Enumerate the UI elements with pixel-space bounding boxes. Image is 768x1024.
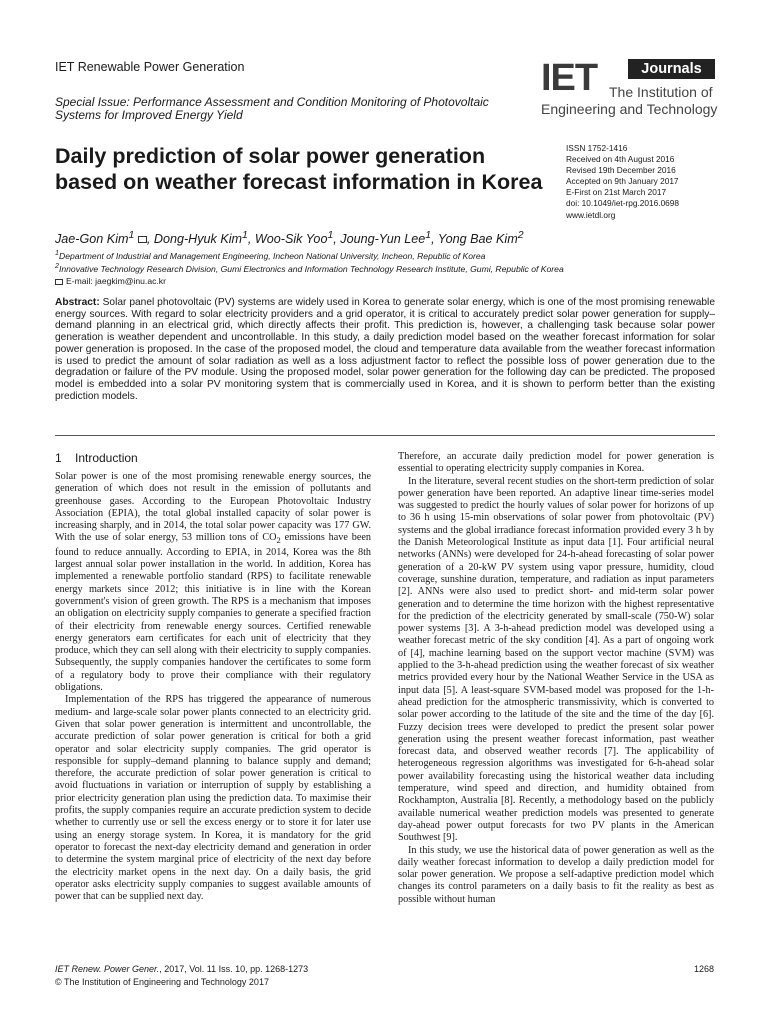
paragraph: In the literature, several recent studies on the short-term prediction of solar power generation have been reported. An adaptive linear time-series model was suggested to predict the hourly values of solar power for horizons of up to 36 h using 15-min observations of solar power from photovoltaic (PV) systems and the global irradiance forecast information provided every 3 h by the Danish Meteorological Institute as input data [1]. Four artificial neural networks (ANNs) were developed for 24-h-ahead forecasting of solar power generation of a 20-kW PV system using vapor pressure, humidity, cloud coverage, sunshine duration, temperature, and radiation as input parameters [2]. ANNs were also used to predict short- and mid-term solar power generation and to determine the time horizon with the highest representative for the prediction of the electricity generated by small-scale (750-W) solar power systems [3]. A 3-h-ahead prediction model was developed using a weather forecast metric of the sky condition [4]. As a part of ongoing work of [4], machine learning based on the support vector machine (SVM) was applied to the 3-h-ahead prediction using the weather forecast of six weather metrics provided every hour by the National Weather Service in the USA as input data [5]. A least-square SVM-based model was proposed for the 1-h-ahead prediction for the atmospheric transmissivity, which is converted to solar power according to the latitude of the site and the time of the day [6]. Fuzzy decision trees were developed to predict the present solar power generation using the present weather forecast information, past weather forecast data, and observed weather records [7]. The applicability of heterogeneous regression algorithms was investigated for 6-h-ahead solar power availability forecasting using the historical weather data including temperature, wind speed and direction, and humidity obtained from Rockhampton, Australia [8]. Recently, a methodology based on the publicly available numerical weather prediction models was presented to generate day-ahead power output forecasts for two PV plants in the American Southwest [9]. xyxy=(398,475,714,844)
header-divider xyxy=(55,435,715,436)
affiliation-2 xyxy=(55,262,564,274)
author-name: Yong Bae Kim xyxy=(437,232,518,247)
article-metadata xyxy=(566,143,679,221)
accepted-date: Accepted on 9th January 2017 xyxy=(566,176,679,187)
paragraph xyxy=(55,471,371,694)
affiliation-mark: 1 xyxy=(55,249,59,257)
author-affiliation-mark: 1 xyxy=(327,229,334,241)
footer-journal-abbrev: IET Renew. Power Gener. xyxy=(55,964,160,974)
logo-institution-line1: The Institution of xyxy=(609,84,713,100)
abstract-text: Solar panel photovoltaic (PV) systems are widely used in Korea to generate solar energy, which is one of the most promising renewable energy sources. With regard to solar electricity providers and a grid operator, it is critical to accurately predict solar power generation for supply–demand planning in an electrical grid, which directly affects their profit. This prediction is, however, a challenging task because solar power generation is weather dependent and uncontrollable. In this study, a daily prediction model based on the weather forecast information for solar power generation is proposed. In the case of the proposed model, the cloud and temperature data available from the weather forecast information is used to predict the amount of solar radiation as well as a loss adjustment factor to reflect the possible loss of power generation due to the degradation or failure of the PV module. Using the proposed model, solar power generation for the following day can be predicted. The proposed model is embedded into a solar PV monitoring system that is commercially used in Korea, and it is shown to perform better than the existing prediction models. xyxy=(55,297,715,402)
iet-journals-logo xyxy=(541,58,716,120)
subscript: 2 xyxy=(276,535,281,546)
author-name: Joung-Yun Lee xyxy=(340,232,426,247)
footer-citation-details: , 2017, Vol. 11 Iss. 10, pp. 1268-1273 xyxy=(159,964,309,974)
section-title: Introduction xyxy=(75,451,138,465)
section-number: 1 xyxy=(55,451,62,465)
corresponding-email xyxy=(55,276,166,286)
body-column-left xyxy=(55,451,371,903)
envelope-icon xyxy=(55,279,63,285)
affiliation-1 xyxy=(55,249,485,261)
abstract xyxy=(55,297,715,402)
doi: doi: 10.1049/iet-rpg.2016.0698 xyxy=(566,198,680,209)
paragraph-text: emissions have been found to reduce annually. According to EPIA, in 2014, Korea was the 8th largest annual solar power installation in the world. In addition, Korea has implemented a renewable portfolio standard (RPS) to facilitate renewable energy markets since 2012; this initiative is in line with the Korean government's vision of green growth. The RPS is a mechanism that imposes an obligation on electricity supply companies to generate a specified fraction of their electricity from renewable energy sources. Certified renewable energy generators earn certificates for each unit of electricity that they produce, which they can sell along with their electricity to supply companies. Subsequently, the supply companies handover the certificates to some form of a regulatory body to prove their compliance with their regulatory obligations. xyxy=(55,532,372,694)
email-text: E-mail: jaegkim@inu.ac.kr xyxy=(66,276,166,286)
paragraph: Implementation of the RPS has triggered the appearance of numerous medium- and large-scale solar power plants connected to an electricity grid. Given that solar power generation is intermittent and uncontrollable, the accurate prediction of solar power generation is critical for both a grid operator and solar electricity supply companies. The grid operator is responsible for supply–demand planning to balance supply and demand; therefore, the accurate prediction of solar power generation is critical to avoid fluctuations in variation or interruption of supply by establishing a prior electricity generation plan using the prediction data. To maximise their profits, the supply companies require an accurate prediction system to decide whether to currently use or sell the excess energy or to store it for later use using an energy storage system. In Korea, it is mandatory for the grid operator to forecast the next-day electricity demand and generation in order to determine the system marginal price of electricity of the next day before the electricity market opens in the next day. On a daily basis, the grid operator asks electricity supply companies to suggest available amounts of power that can be supplied next day. xyxy=(55,694,371,903)
author-affiliation-mark: 1 xyxy=(128,229,135,241)
received-date: Received on 4th August 2016 xyxy=(566,154,675,165)
paragraph-text: Solar power is one of the most promising renewable energy sources, the generation of which does not result in the emission of pollutants and greenhouse gases. According to the European Photovoltaic Industry Association (EPIA), the total global installed capacity of solar power is increasing sharply, and in 2014, the total solar power capacity was 177 GW. With the use of solar energy, 53 million tons of CO xyxy=(55,471,371,544)
affiliation-mark: 2 xyxy=(55,262,59,270)
author-affiliation-mark: 1 xyxy=(425,229,432,241)
logo-institution-line2: Engineering and Technology xyxy=(541,101,718,117)
special-issue-title: Special Issue: Performance Assessment and Condition Monitoring of Photovoltaic Systems for Improved Energy Yield xyxy=(55,95,489,122)
page-number: 1268 xyxy=(693,964,714,974)
paragraph: In this study, we use the historical data of power generation as well as the daily weather forecast information to develop a daily prediction model for solar power generation. We propose a self-adaptive prediction model which changes its control parameters on a daily basis to fit the reality as best as possible without human xyxy=(398,844,714,905)
section-heading xyxy=(55,451,371,465)
logo-journals-badge: Journals xyxy=(628,59,715,79)
affiliation-text: Innovative Technology Research Division, Gumi Electronics and Information Technology Research Institute, Gumi, Republic of Korea xyxy=(58,263,564,274)
abstract-label: Abstract: xyxy=(55,297,100,308)
journal-name: IET Renewable Power Generation xyxy=(55,60,245,74)
issn: ISSN 1752-1416 xyxy=(566,143,628,153)
affiliation-text: Department of Industrial and Management Engineering, Incheon National University, Incheon, Republic of Korea xyxy=(58,250,486,261)
paper-title: Daily prediction of solar power generation based on weather forecast information in Korea xyxy=(55,144,543,194)
footer-copyright: © The Institution of Engineering and Technology 2017 xyxy=(55,977,269,987)
logo-iet-wordmark: IET xyxy=(541,57,598,99)
author-list: Jae-Gon Kim$^1$ , Dong-Hyuk Kim$^1$, Woo-Sik Yoo$^1$, Joung-Yun Lee$^1$, Yong Bae Kim$^2$ xyxy=(55,229,524,247)
author-name: Jae-Gon Kim xyxy=(55,232,129,247)
author-affiliation-mark: 1 xyxy=(242,229,248,241)
author-affiliation-mark: 2 xyxy=(517,229,524,241)
envelope-icon xyxy=(138,236,147,243)
footer-citation xyxy=(55,964,308,974)
efirst-date: E-First on 21st March 2017 xyxy=(566,187,667,198)
journal-url: www.ietdl.org xyxy=(566,209,616,220)
paragraph: Therefore, an accurate daily prediction model for power generation is essential to operating electricity supply companies in Korea. xyxy=(398,451,714,475)
revised-date: Revised 19th December 2016 xyxy=(566,165,676,176)
author-name: Dong-Hyuk Kim xyxy=(153,232,243,247)
author-name: Woo-Sik Yoo xyxy=(254,232,328,247)
body-column-right xyxy=(398,451,714,906)
